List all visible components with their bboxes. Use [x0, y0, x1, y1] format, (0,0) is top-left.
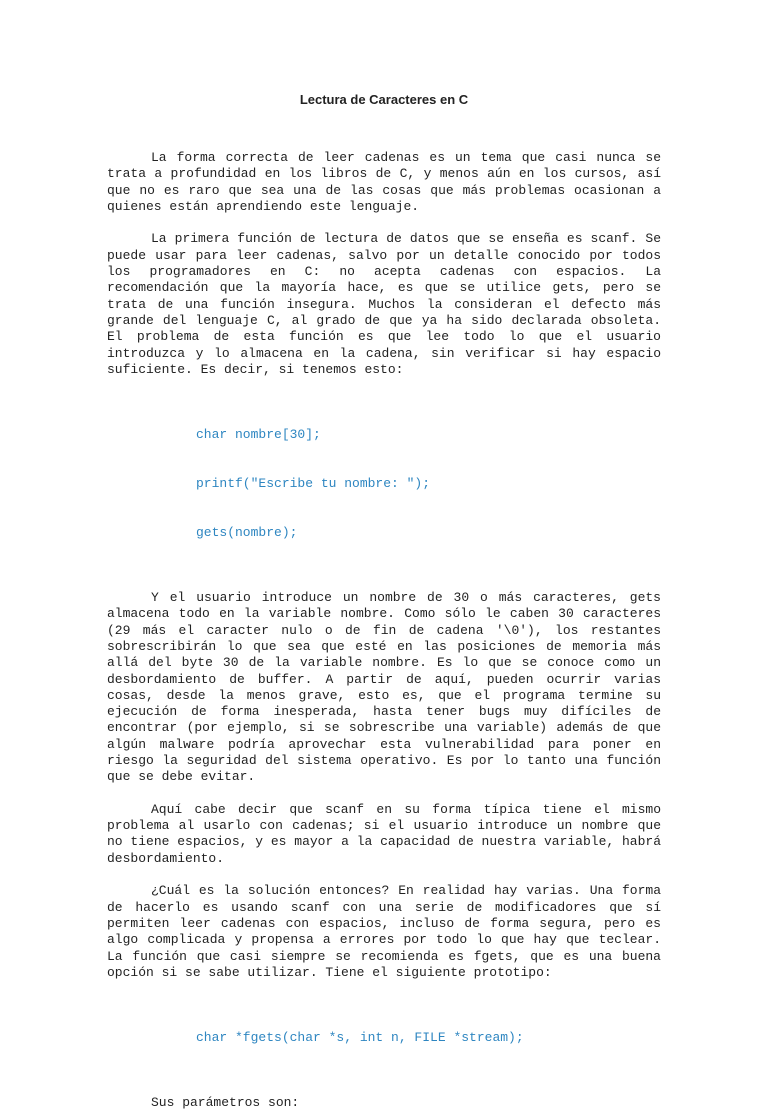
code-line: printf("Escribe tu nombre: "); — [196, 475, 431, 491]
code-block-gets-example — [107, 394, 661, 573]
document-title: Lectura de Caracteres en C — [299, 92, 469, 107]
code-line: gets(nombre); — [196, 524, 298, 540]
code-line: char nombre[30]; — [196, 427, 321, 443]
paragraph-scanf-problem: Aquí cabe decir que scanf en su forma típica tiene el mismo problema al usarlo con cadenas; si el usuario introduce un nombre que no tiene espacios, y es mayor a la capacidad de nuestra variable, habrá desbordamiento. — [107, 801, 661, 866]
code-block-fgets-prototype — [107, 997, 661, 1078]
paragraph-parameters: Sus parámetros son: — [151, 1095, 300, 1111]
paragraph-intro: La forma correcta de leer cadenas es un tema que casi nunca se trata a profundidad en los libros de C, y menos aún en los cursos, así que no es raro que sea una de las cosas que más problemas ocasionan a quienes están aprendiendo este lenguaje. — [107, 150, 661, 214]
paragraph-scanf-gets: La primera función de lectura de datos que se enseña es scanf. Se puede usar para leer cadenas, salvo por un detalle conocido por todos los programadores en C: no acepta cadenas con espacios. La recomendación que la mayoría hace, es que se utilice gets, pero se trata de una función insegura. Muchos la consideran el defecto más grande del lenguaje C, al grado de que ya ha sido declarada obsoleta. El problema de esta función es que lee todo lo que el usuario introduzca y lo almacena en la cadena, sin verificar si hay espacio suficiente. Es decir, si tenemos esto: — [107, 231, 661, 377]
code-line: char *fgets(char *s, int n, FILE *stream); — [196, 1030, 524, 1046]
document-body — [107, 150, 661, 1112]
paragraph-solution: ¿Cuál es la solución entonces? En realidad hay varias. Una forma de hacerlo es usando scanf con una serie de modificadores que sí permiten leer cadenas con espacios, incluso de forma segura, pero es algo complicada y propensa a errores por todo lo que hay que teclear. La función que casi siempre se recomienda es fgets, que es una buena opción si se sabe utilizar. Tiene el siguiente prototipo: — [107, 883, 661, 980]
paragraph-buffer-overflow: Y el usuario introduce un nombre de 30 o más caracteres, gets almacena todo en la variable nombre. Como sólo le caben 30 caracteres (29 más el caracter nulo o de fin de cadena '\0'), los restantes sobrescribirán lo que sea que esté en las posiciones de memoria más allá del byte 30 de la variable nombre. Es lo que se conoce como un desbordamiento de buffer. A partir de aquí, pueden ocurrir varias cosas, desde la menos grave, esto es, que el programa termine su ejecución de forma inesperada, hasta tener bugs muy difíciles de encontrar (por ejemplo, si se sobrescribe una variable) además de que algún malware podría aprovechar esta vulnerabilidad para poner en riesgo la seguridad del sistema operativo. Es por lo tanto una función que se debe evitar. — [107, 590, 661, 785]
